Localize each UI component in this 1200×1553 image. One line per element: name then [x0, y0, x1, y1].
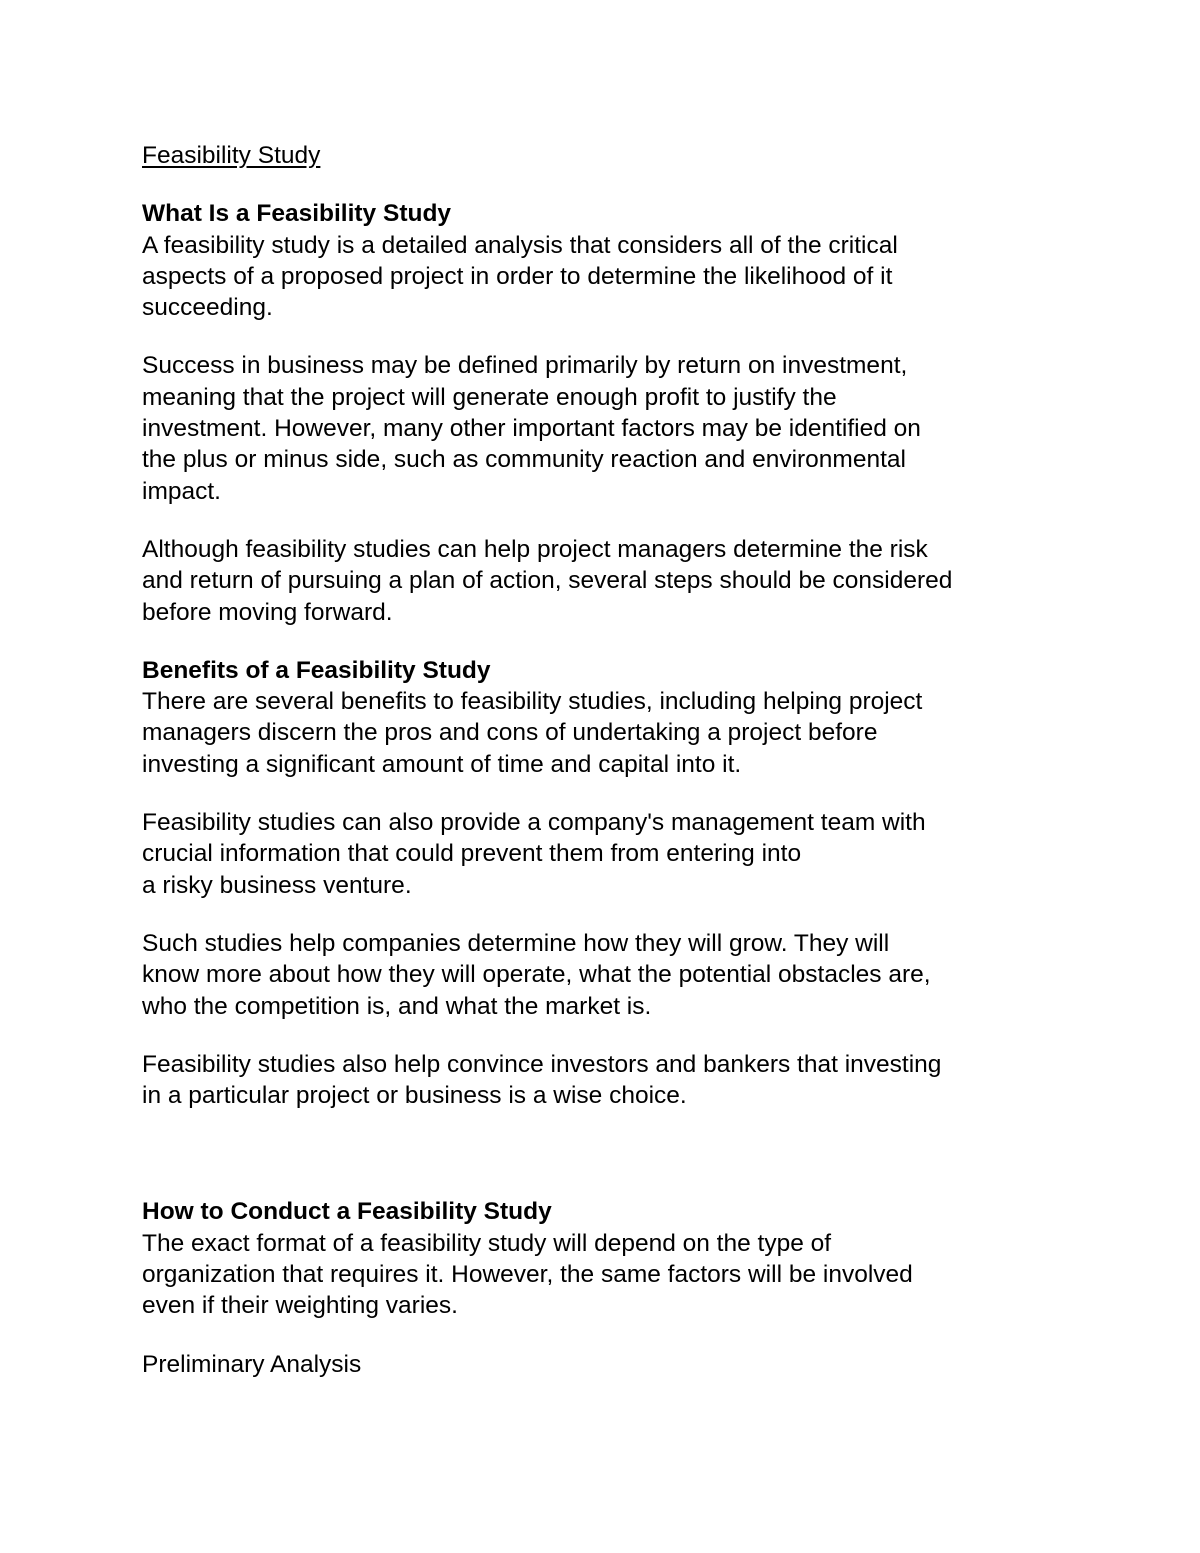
text-line: before moving forward. — [142, 598, 393, 626]
text-line: a risky business venture. — [142, 871, 412, 899]
section-heading-benefits: Benefits of a Feasibility Study — [142, 656, 491, 684]
text-line: managers discern the pros and cons of undertaking a project before — [142, 719, 878, 747]
document-title: Feasibility Study — [142, 142, 321, 169]
section-heading-what-is: What Is a Feasibility Study — [142, 200, 452, 228]
text-line: Feasibility studies can also provide a company's management team with — [142, 809, 926, 837]
text-line: who the competition is, and what the market is. — [142, 992, 652, 1020]
text-line: investment. However, many other important factors may be identified on — [142, 415, 921, 443]
paragraph — [142, 1349, 1072, 1380]
text-line: A feasibility study is a detailed analysis that considers all of the critical — [142, 231, 898, 259]
text-line: the plus or minus side, such as community reaction and environmental — [142, 446, 906, 474]
text-line: aspects of a proposed project in order to determine the likelihood of it — [142, 262, 893, 290]
text-line: Success in business may be defined primarily by return on investment, — [142, 352, 908, 380]
text-line: even if their weighting varies. — [142, 1292, 458, 1320]
text-line: know more about how they will operate, what the potential obstacles are, — [142, 961, 931, 989]
text-line: in a particular project or business is a wise choice. — [142, 1082, 687, 1110]
text-line: and return of pursuing a plan of action, several steps should be considered — [142, 567, 953, 595]
document-body — [142, 140, 1072, 1380]
text-line: succeeding. — [142, 294, 273, 322]
section-heading-how-to: How to Conduct a Feasibility Study — [142, 1198, 552, 1226]
text-line: organization that requires it. However, the same factors will be involved — [142, 1261, 913, 1289]
paragraph — [142, 350, 1072, 506]
text-line: The exact format of a feasibility study will depend on the type of — [142, 1229, 832, 1257]
text-line: investing a significant amount of time and capital into it. — [142, 750, 742, 778]
text-line: impact. — [142, 477, 221, 505]
paragraph — [142, 686, 1072, 780]
text-line: Preliminary Analysis — [142, 1350, 362, 1378]
paragraph — [142, 534, 1072, 628]
text-line: meaning that the project will generate enough profit to justify the — [142, 383, 837, 411]
text-line: crucial information that could prevent them from entering into — [142, 840, 802, 868]
paragraph — [142, 928, 1072, 1022]
text-line: Feasibility studies also help convince investors and bankers that investing — [142, 1050, 942, 1078]
paragraph — [142, 1228, 1072, 1322]
text-line: Although feasibility studies can help project managers determine the risk — [142, 535, 928, 563]
paragraph — [142, 230, 1072, 324]
paragraph — [142, 1049, 1072, 1112]
text-line: Such studies help companies determine how they will grow. They will — [142, 929, 890, 957]
text-line: There are several benefits to feasibility studies, including helping project — [142, 688, 923, 716]
paragraph — [142, 807, 1072, 901]
